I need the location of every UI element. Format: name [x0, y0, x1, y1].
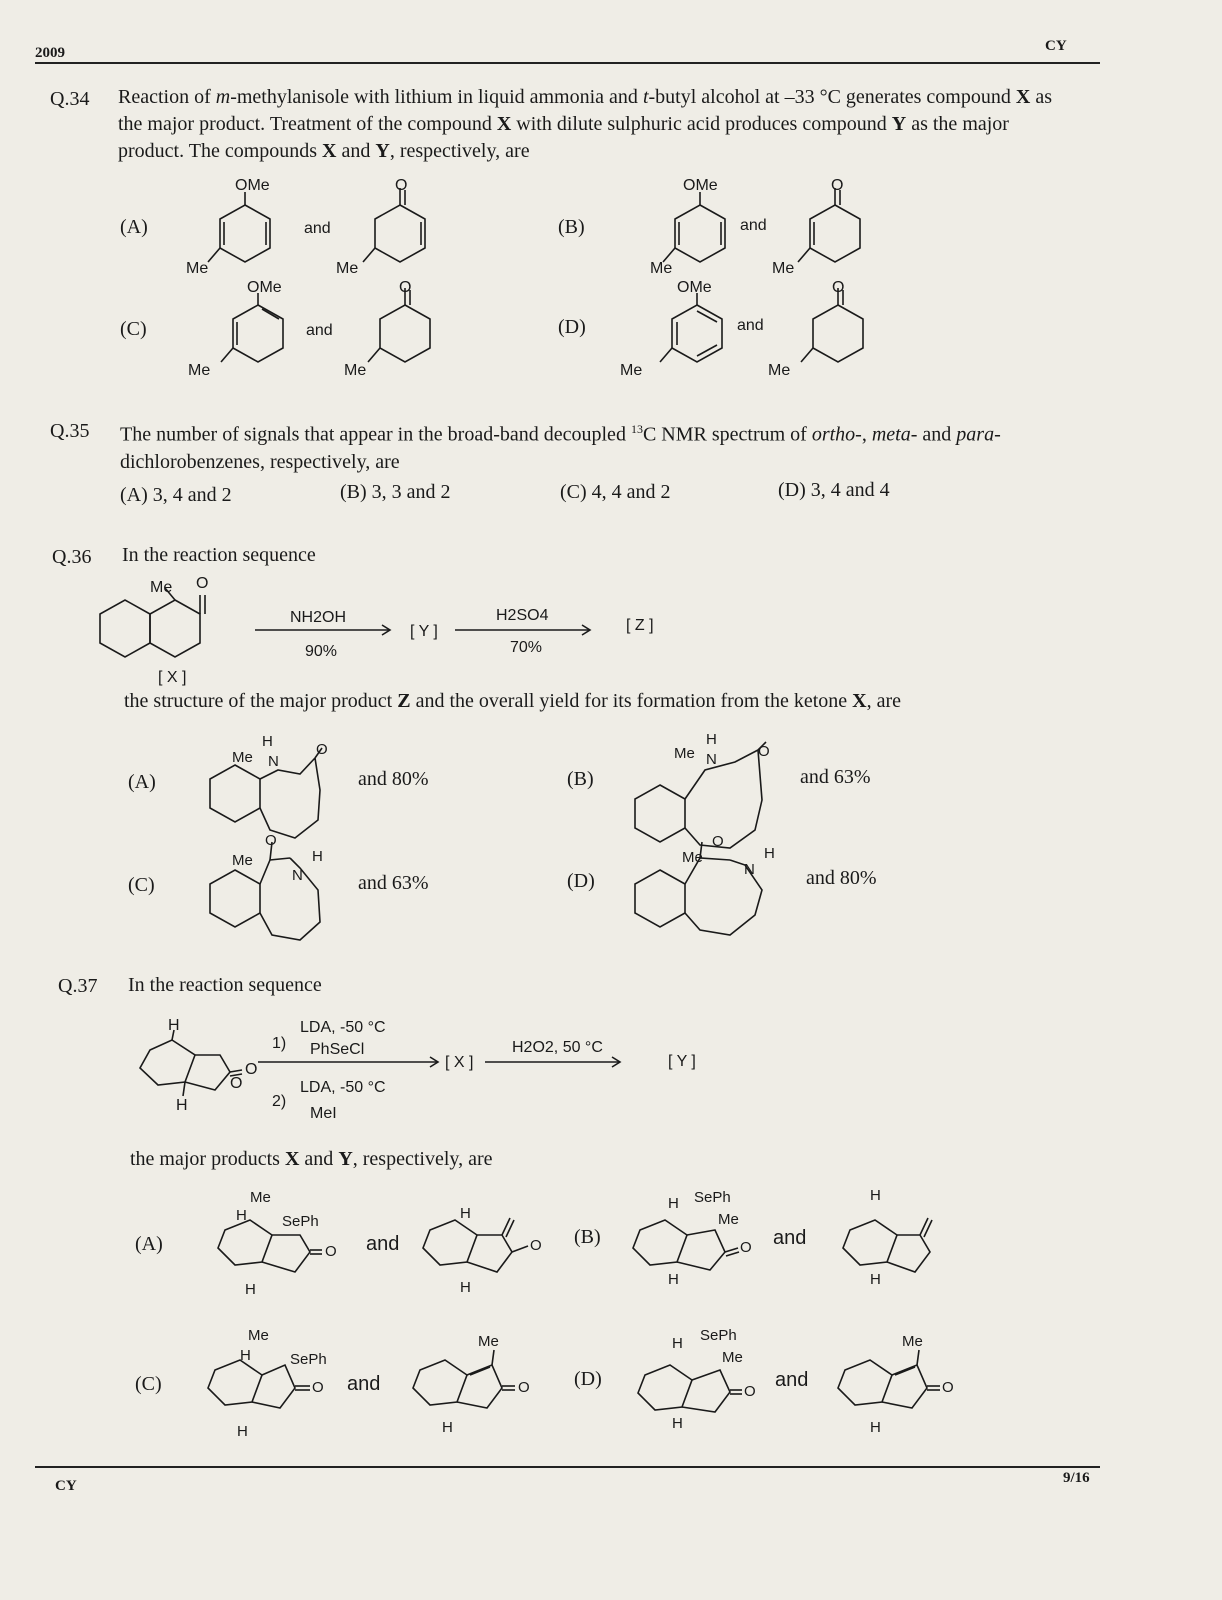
q36-option-b-yield: and 63% [800, 766, 871, 788]
q36-option-c-yield: and 63% [358, 872, 429, 894]
q34c-me2-label: Me [344, 362, 367, 379]
q37-reagent3: H2O2, 50 °C [512, 1039, 603, 1056]
q37b-and: and [773, 1227, 807, 1249]
footer-rule [35, 1466, 1100, 1468]
q37b-h: H [668, 1195, 679, 1212]
q36-option-d[interactable]: (D) [567, 870, 595, 892]
q36-question: the structure of the major product Z and the overall yield for its formation from the ketone X, are [124, 690, 902, 712]
q37-step1-a: LDA, -50 °C [300, 1019, 386, 1036]
q37-option-d[interactable]: (D) [574, 1368, 602, 1390]
q37x-h-top: H [168, 1017, 180, 1034]
q37-option-c[interactable]: (C) [135, 1373, 162, 1395]
q34a-and: and [304, 220, 331, 237]
q37d2-o: O [942, 1379, 954, 1396]
q37-x-label: [ X ] [445, 1054, 474, 1071]
q34d-o-label: O [832, 279, 845, 296]
q37d-h2: H [672, 1415, 683, 1432]
q36-yield2: 70% [510, 639, 543, 656]
q34-option-d[interactable]: (D) [558, 316, 586, 338]
q37c-me: Me [248, 1327, 269, 1344]
q34-text: Reaction of m-methylanisole with lithium in liquid ammonia and t-butyl alcohol at –33 °C generates compound X as the major product. Treatment of the compound X with dilute sulphuric acid produces compound Y as the major product. The compounds X and Y, respectively, are [118, 86, 1052, 162]
q34-structures [0, 0, 1222, 400]
q36c-h: H [312, 848, 323, 865]
q36-intro: In the reaction sequence [122, 544, 316, 566]
q37d-seph: SePh [700, 1327, 737, 1344]
header-year: 2009 [35, 45, 65, 61]
q37x-h-bottom: H [176, 1097, 188, 1114]
q36d-n: N [744, 861, 755, 878]
q34a-ome-label: OMe [235, 177, 270, 194]
q37x-o-ring: O [230, 1075, 243, 1092]
q36-option-a[interactable]: (A) [128, 771, 156, 793]
q34-option-c[interactable]: (C) [120, 318, 147, 340]
q37-question: the major products X and Y, respectively, are [130, 1148, 493, 1170]
q37d-h: H [672, 1335, 683, 1352]
q37-step2-b: MeI [310, 1105, 337, 1122]
q37c2-h: H [442, 1419, 453, 1436]
q36a-h: H [262, 733, 273, 750]
q34a-me2-label: Me [336, 260, 359, 277]
q36d-o: O [712, 833, 724, 850]
q36-y-label: [ Y ] [410, 623, 438, 640]
q35-option-d[interactable]: (D) 3, 4 and 4 [778, 479, 890, 501]
q36x-o: O [196, 575, 209, 592]
q37-step2-num: 2) [272, 1093, 287, 1110]
q35-option-b[interactable]: (B) 3, 3 and 2 [340, 481, 451, 503]
q37a-me: Me [250, 1189, 271, 1206]
q37-step1-b: PhSeCl [310, 1041, 365, 1058]
q35-option-c[interactable]: (C) 4, 4 and 2 [560, 481, 671, 503]
q34b-and: and [740, 217, 767, 234]
q37-step2-a: LDA, -50 °C [300, 1079, 386, 1096]
q34c-me-label: Me [188, 362, 211, 379]
header-code: CY [1045, 38, 1067, 54]
q37-option-a[interactable]: (A) [135, 1233, 163, 1255]
q37b-o: O [740, 1239, 752, 1256]
q36b-n: N [706, 751, 717, 768]
q36-yield1: 90% [305, 643, 338, 660]
q36-option-c[interactable]: (C) [128, 874, 155, 896]
q37d-o: O [744, 1383, 756, 1400]
q37x-o: O [245, 1061, 258, 1078]
q34b-ome-label: OMe [683, 177, 718, 194]
q34a-o-label: O [395, 177, 408, 194]
q36-option-a-yield: and 80% [358, 768, 429, 790]
q37-step1-num: 1) [272, 1035, 287, 1052]
q36a-me: Me [232, 749, 253, 766]
q36c-o: O [265, 832, 277, 849]
q36-reagent2: H2SO4 [496, 607, 549, 624]
q34c-ome-label: OMe [247, 279, 282, 296]
q35-text: The number of signals that appear in the broad-band decoupled $^{13}$C NMR spectrum of ortho-, meta- and para-dichlorobenzenes, respectively, are [120, 422, 1001, 473]
q34b-me-label: Me [650, 260, 673, 277]
q37a-and: and [366, 1233, 400, 1255]
q34b-o-label: O [831, 177, 844, 194]
q34d-ome-label: OMe [677, 279, 712, 296]
q37d-and: and [775, 1369, 809, 1391]
q36-answer-structures [0, 730, 1222, 950]
q34a-me-label: Me [186, 260, 209, 277]
q36b-me: Me [674, 745, 695, 762]
q37c-seph: SePh [290, 1351, 327, 1368]
q37c-o: O [312, 1379, 324, 1396]
q36d-me: Me [682, 849, 703, 866]
footer-page: 9/16 [1063, 1470, 1090, 1486]
q37a-o: O [325, 1243, 337, 1260]
q37c-h2: H [237, 1423, 248, 1440]
q34b-me2-label: Me [772, 260, 795, 277]
q37b2-h2: H [870, 1271, 881, 1288]
q36-option-d-yield: and 80% [806, 867, 877, 889]
q34d-me-label: Me [620, 362, 643, 379]
q36b-h: H [706, 731, 717, 748]
q37c-h: H [240, 1347, 251, 1364]
q37a-h2: H [245, 1281, 256, 1298]
q37c2-me: Me [478, 1333, 499, 1350]
q37b2-h: H [870, 1187, 881, 1204]
q34-option-b[interactable]: (B) [558, 216, 585, 238]
q34d-and: and [737, 317, 764, 334]
q36-option-b[interactable]: (B) [567, 768, 594, 790]
q36a-o: O [316, 741, 328, 758]
footer-code: CY [55, 1478, 77, 1494]
q37-y-label: [ Y ] [668, 1053, 696, 1070]
q34c-o-label: O [399, 279, 412, 296]
q36-number: Q.36 [52, 546, 92, 568]
q37d-me: Me [722, 1349, 743, 1366]
q35-option-a[interactable]: (A) 3, 4 and 2 [120, 484, 232, 506]
q36a-n: N [268, 753, 279, 770]
q37-number: Q.37 [58, 975, 98, 997]
q37b-seph: SePh [694, 1189, 731, 1206]
q37c2-o: O [518, 1379, 530, 1396]
q37a-seph: SePh [282, 1213, 319, 1230]
q37a2-o: O [530, 1237, 542, 1254]
q37a2-h2: H [460, 1279, 471, 1296]
q36-z-label: [ Z ] [626, 617, 654, 634]
q36x-me: Me [150, 579, 173, 596]
q36c-me: Me [232, 852, 253, 869]
q37-intro: In the reaction sequence [128, 974, 322, 996]
q36-reagent1: NH2OH [290, 609, 347, 626]
q37-answer-structures [0, 1180, 1222, 1460]
q37-option-b[interactable]: (B) [574, 1226, 601, 1248]
q37d2-me: Me [902, 1333, 923, 1350]
q35-number: Q.35 [50, 420, 90, 442]
q37a-h: H [236, 1207, 247, 1224]
q37b-h2: H [668, 1271, 679, 1288]
q36c-n: N [292, 867, 303, 884]
q37c-and: and [347, 1373, 381, 1395]
q34c-and: and [306, 322, 333, 339]
q34-number: Q.34 [50, 88, 90, 110]
q34d-me2-label: Me [768, 362, 791, 379]
q37a2-h: H [460, 1205, 471, 1222]
q37d2-h: H [870, 1419, 881, 1436]
q37-scheme [0, 1010, 1222, 1130]
q34-option-a[interactable]: (A) [120, 216, 148, 238]
q36-x-label: [ X ] [158, 669, 187, 686]
q36b-o: O [758, 743, 770, 760]
q37b-me: Me [718, 1211, 739, 1228]
q36d-h: H [764, 845, 775, 862]
